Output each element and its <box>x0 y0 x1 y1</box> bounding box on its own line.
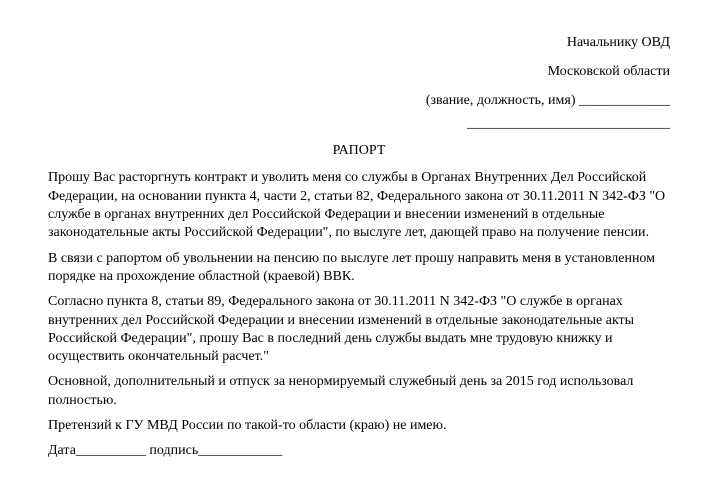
paragraph-medical-commission: В связи с рапортом об увольнении на пенсию по выслуге лет прошу направить меня в установленном порядке на прохождение областной (краевой) ВВК. <box>48 250 656 284</box>
paragraph-dismissal-request: Прошу Вас расторгнуть контракт и уволить меня со службы в Органах Внутренних Дел Российской Федерации, на основании пункта 4, части 2, статьи 82, Федерального закона от 30.11.2011 N 342-ФЗ "О службе в органах внутренних дел Российской Федерации и внесении изменений в отдельные законодательные акты Российской Федерации", по выслуге лет, дающей право на получение пенсии. <box>48 170 666 241</box>
date-signature-line: Дата__________ подпись____________ <box>48 443 283 459</box>
name-blank-line: _____________________________ <box>467 115 670 131</box>
paragraph-final-settlement: Согласно пункта 8, статьи 89, Федерального закона от 30.11.2011 N 342-ФЗ "О службе в органах внутренних дел Российской Федерации и внесении изменений в отдельные законодательные акты Российской Федерации", прошу Вас в последний день службы выдать мне трудовую книжку и осуществить окончательный расчет." <box>48 294 635 365</box>
paragraph-vacation-used: Основной, дополнительный и отпуск за ненормируемый служебный день за 2015 год использовал полностью. <box>48 374 634 408</box>
document-title: РАПОРТ <box>332 143 386 159</box>
recipient-title-line: Начальнику ОВД <box>566 35 670 50</box>
recipient-block <box>48 34 670 133</box>
recipient-region-line: Московской области <box>547 64 670 80</box>
rank-position-name-line: (звание, должность, имя) _____________ <box>425 92 670 108</box>
document-body <box>48 169 670 460</box>
paragraph-no-claims: Претензий к ГУ МВД России по такой-то области (краю) не имею. <box>48 418 447 434</box>
